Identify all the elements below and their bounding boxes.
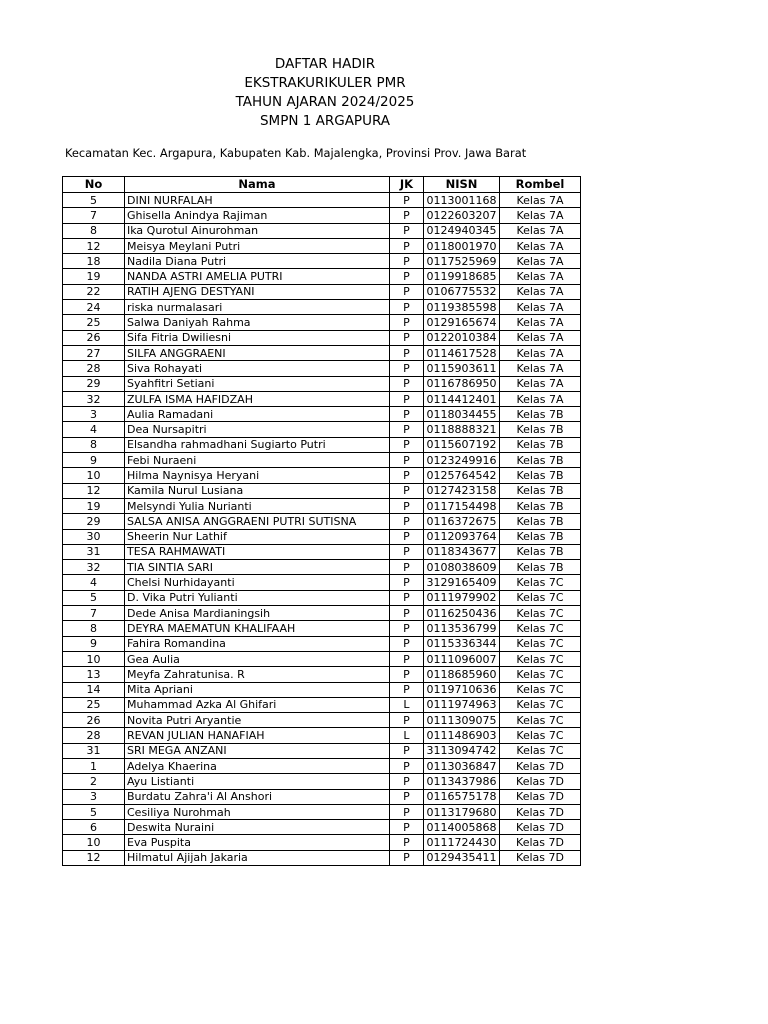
cell-nisn: 0113036847 xyxy=(424,758,500,773)
cell-nama: Hilmatul Ajijah Jakaria xyxy=(125,850,390,865)
cell-jk: P xyxy=(390,560,424,575)
cell-no: 31 xyxy=(63,743,125,758)
table-row xyxy=(63,238,581,253)
cell-nama: Meisya Meylani Putri xyxy=(125,238,390,253)
cell-rombel: Kelas 7A xyxy=(500,223,581,238)
cell-no: 24 xyxy=(63,300,125,315)
table-row xyxy=(63,422,581,437)
cell-nisn: 3113094742 xyxy=(424,743,500,758)
cell-nama: Ghisella Anindya Rajiman xyxy=(125,208,390,223)
cell-nama: DINI NURFALAH xyxy=(125,193,390,208)
cell-jk: P xyxy=(390,850,424,865)
table-row xyxy=(63,575,581,590)
cell-no: 25 xyxy=(63,315,125,330)
table-row xyxy=(63,820,581,835)
cell-nama: SALSA ANISA ANGGRAENI PUTRI SUTISNA xyxy=(125,514,390,529)
table-row xyxy=(63,208,581,223)
cell-rombel: Kelas 7A xyxy=(500,254,581,269)
table-row xyxy=(63,345,581,360)
cell-nisn: 0115903611 xyxy=(424,361,500,376)
cell-no: 30 xyxy=(63,529,125,544)
cell-nama: Eva Puspita xyxy=(125,835,390,850)
cell-nama: SRI MEGA ANZANI xyxy=(125,743,390,758)
cell-jk: P xyxy=(390,422,424,437)
cell-no: 5 xyxy=(63,804,125,819)
cell-no: 12 xyxy=(63,483,125,498)
cell-nama: Melsyndi Yulia Nurianti xyxy=(125,498,390,513)
cell-nisn: 0114412401 xyxy=(424,391,500,406)
cell-no: 6 xyxy=(63,820,125,835)
cell-rombel: Kelas 7A xyxy=(500,330,581,345)
cell-no: 1 xyxy=(63,758,125,773)
table-row xyxy=(63,254,581,269)
cell-jk: P xyxy=(390,667,424,682)
cell-nama: Muhammad Azka Al Ghifari xyxy=(125,697,390,712)
cell-rombel: Kelas 7C xyxy=(500,682,581,697)
cell-nisn: 0117525969 xyxy=(424,254,500,269)
cell-nama: Kamila Nurul Lusiana xyxy=(125,483,390,498)
cell-no: 18 xyxy=(63,254,125,269)
location-line: Kecamatan Kec. Argapura, Kabupaten Kab. Majalengka, Provinsi Prov. Jawa Barat xyxy=(65,146,527,160)
cell-jk: P xyxy=(390,269,424,284)
cell-jk: L xyxy=(390,728,424,743)
cell-nisn: 3129165409 xyxy=(424,575,500,590)
cell-nama: RATIH AJENG DESTYANI xyxy=(125,284,390,299)
cell-nama: Dede Anisa Mardianingsih xyxy=(125,606,390,621)
cell-no: 7 xyxy=(63,208,125,223)
cell-nama: Gea Aulia xyxy=(125,651,390,666)
cell-jk: P xyxy=(390,437,424,452)
table-row xyxy=(63,682,581,697)
cell-no: 19 xyxy=(63,498,125,513)
cell-rombel: Kelas 7C xyxy=(500,697,581,712)
cell-jk: P xyxy=(390,804,424,819)
cell-jk: L xyxy=(390,697,424,712)
cell-jk: P xyxy=(390,621,424,636)
cell-nisn: 0113437986 xyxy=(424,774,500,789)
cell-no: 5 xyxy=(63,193,125,208)
cell-jk: P xyxy=(390,835,424,850)
attendance-table xyxy=(62,176,581,866)
cell-nisn: 0113536799 xyxy=(424,621,500,636)
cell-jk: P xyxy=(390,391,424,406)
cell-rombel: Kelas 7B xyxy=(500,560,581,575)
cell-no: 13 xyxy=(63,667,125,682)
cell-jk: P xyxy=(390,606,424,621)
cell-rombel: Kelas 7A xyxy=(500,391,581,406)
cell-rombel: Kelas 7C xyxy=(500,606,581,621)
cell-nama: Adelya Khaerina xyxy=(125,758,390,773)
table-row xyxy=(63,621,581,636)
cell-nisn: 0114005868 xyxy=(424,820,500,835)
cell-rombel: Kelas 7B xyxy=(500,498,581,513)
table-row xyxy=(63,713,581,728)
cell-no: 9 xyxy=(63,453,125,468)
cell-jk: P xyxy=(390,820,424,835)
cell-jk: P xyxy=(390,590,424,605)
cell-no: 28 xyxy=(63,728,125,743)
cell-rombel: Kelas 7C xyxy=(500,743,581,758)
cell-nisn: 0124940345 xyxy=(424,223,500,238)
cell-rombel: Kelas 7D xyxy=(500,774,581,789)
cell-rombel: Kelas 7A xyxy=(500,238,581,253)
cell-no: 12 xyxy=(63,238,125,253)
cell-no: 8 xyxy=(63,223,125,238)
table-row xyxy=(63,789,581,804)
cell-rombel: Kelas 7B xyxy=(500,453,581,468)
table-row xyxy=(63,391,581,406)
cell-nama: Syahfitri Setiani xyxy=(125,376,390,391)
cell-nisn: 0111974963 xyxy=(424,697,500,712)
cell-rombel: Kelas 7C xyxy=(500,713,581,728)
table-row xyxy=(63,315,581,330)
cell-nama: DEYRA MAEMATUN KHALIFAAH xyxy=(125,621,390,636)
cell-rombel: Kelas 7D xyxy=(500,820,581,835)
table-row xyxy=(63,437,581,452)
cell-no: 8 xyxy=(63,437,125,452)
title-line-3: TAHUN AJARAN 2024/2025 xyxy=(235,94,415,110)
cell-rombel: Kelas 7D xyxy=(500,758,581,773)
cell-nisn: 0129435411 xyxy=(424,850,500,865)
table-row xyxy=(63,483,581,498)
cell-rombel: Kelas 7C xyxy=(500,621,581,636)
cell-jk: P xyxy=(390,636,424,651)
cell-no: 7 xyxy=(63,606,125,621)
cell-nisn: 0115607192 xyxy=(424,437,500,452)
cell-no: 25 xyxy=(63,697,125,712)
cell-jk: P xyxy=(390,529,424,544)
cell-rombel: Kelas 7C xyxy=(500,667,581,682)
cell-nama: Aulia Ramadani xyxy=(125,407,390,422)
cell-rombel: Kelas 7B xyxy=(500,468,581,483)
cell-nisn: 0117154498 xyxy=(424,498,500,513)
cell-no: 31 xyxy=(63,544,125,559)
cell-nama: TESA RAHMAWATI xyxy=(125,544,390,559)
table-row xyxy=(63,758,581,773)
cell-no: 28 xyxy=(63,361,125,376)
table-row xyxy=(63,560,581,575)
cell-nama: Ika Qurotul Ainurohman xyxy=(125,223,390,238)
cell-no: 9 xyxy=(63,636,125,651)
cell-jk: P xyxy=(390,453,424,468)
cell-no: 4 xyxy=(63,422,125,437)
cell-rombel: Kelas 7B xyxy=(500,407,581,422)
cell-rombel: Kelas 7B xyxy=(500,437,581,452)
cell-jk: P xyxy=(390,682,424,697)
cell-jk: P xyxy=(390,361,424,376)
cell-jk: P xyxy=(390,483,424,498)
cell-nisn: 0122010384 xyxy=(424,330,500,345)
cell-nisn: 0118685960 xyxy=(424,667,500,682)
cell-nama: Novita Putri Aryantie xyxy=(125,713,390,728)
cell-no: 5 xyxy=(63,590,125,605)
cell-nisn: 0118034455 xyxy=(424,407,500,422)
cell-nisn: 0118343677 xyxy=(424,544,500,559)
table-row xyxy=(63,804,581,819)
cell-jk: P xyxy=(390,238,424,253)
title-line-4: SMPN 1 ARGAPURA xyxy=(259,113,391,129)
cell-nisn: 0113001168 xyxy=(424,193,500,208)
cell-nisn: 0111486903 xyxy=(424,728,500,743)
cell-no: 19 xyxy=(63,269,125,284)
cell-nisn: 0108038609 xyxy=(424,560,500,575)
table-row xyxy=(63,774,581,789)
table-row xyxy=(63,193,581,208)
cell-jk: P xyxy=(390,789,424,804)
cell-rombel: Kelas 7C xyxy=(500,575,581,590)
cell-nama: Salwa Daniyah Rahma xyxy=(125,315,390,330)
cell-rombel: Kelas 7A xyxy=(500,376,581,391)
table-row xyxy=(63,514,581,529)
cell-no: 29 xyxy=(63,514,125,529)
cell-nisn: 0119918685 xyxy=(424,269,500,284)
cell-jk: P xyxy=(390,330,424,345)
cell-nama: D. Vika Putri Yulianti xyxy=(125,590,390,605)
cell-nisn: 0111724430 xyxy=(424,835,500,850)
cell-jk: P xyxy=(390,254,424,269)
table-row xyxy=(63,651,581,666)
table-row xyxy=(63,743,581,758)
cell-nisn: 0111309075 xyxy=(424,713,500,728)
cell-rombel: Kelas 7D xyxy=(500,835,581,850)
table-row xyxy=(63,376,581,391)
cell-no: 22 xyxy=(63,284,125,299)
cell-rombel: Kelas 7C xyxy=(500,728,581,743)
cell-jk: P xyxy=(390,713,424,728)
cell-nama: Mita Apriani xyxy=(125,682,390,697)
table-header-row xyxy=(63,177,581,193)
cell-nisn: 0114617528 xyxy=(424,345,500,360)
cell-rombel: Kelas 7D xyxy=(500,850,581,865)
cell-rombel: Kelas 7C xyxy=(500,636,581,651)
cell-nisn: 0123249916 xyxy=(424,453,500,468)
cell-nisn: 0115336344 xyxy=(424,636,500,651)
col-header-no: No xyxy=(63,177,125,193)
table-row xyxy=(63,284,581,299)
cell-rombel: Kelas 7B xyxy=(500,529,581,544)
cell-nisn: 0129165674 xyxy=(424,315,500,330)
cell-nama: REVAN JULIAN HANAFIAH xyxy=(125,728,390,743)
cell-no: 3 xyxy=(63,789,125,804)
table-row xyxy=(63,468,581,483)
cell-no: 8 xyxy=(63,621,125,636)
table-row xyxy=(63,850,581,865)
cell-rombel: Kelas 7D xyxy=(500,789,581,804)
table-row xyxy=(63,223,581,238)
table-row xyxy=(63,407,581,422)
cell-nisn: 0119710636 xyxy=(424,682,500,697)
cell-nama: Chelsi Nurhidayanti xyxy=(125,575,390,590)
cell-nama: Sifa Fitria Dwiliesni xyxy=(125,330,390,345)
cell-nisn: 0118001970 xyxy=(424,238,500,253)
table-row xyxy=(63,697,581,712)
cell-nisn: 0118888321 xyxy=(424,422,500,437)
cell-nama: Deswita Nuraini xyxy=(125,820,390,835)
cell-jk: P xyxy=(390,743,424,758)
cell-nama: Fahira Romandina xyxy=(125,636,390,651)
cell-nama: Elsandha rahmadhani Sugiarto Putri xyxy=(125,437,390,452)
table-row xyxy=(63,728,581,743)
table-row xyxy=(63,361,581,376)
cell-nisn: 0116250436 xyxy=(424,606,500,621)
title-line-2: EKSTRAKURIKULER PMR xyxy=(244,75,406,91)
cell-no: 29 xyxy=(63,376,125,391)
cell-nama: SILFA ANGGRAENI xyxy=(125,345,390,360)
cell-rombel: Kelas 7A xyxy=(500,208,581,223)
cell-nama: Cesiliya Nurohmah xyxy=(125,804,390,819)
cell-nisn: 0112093764 xyxy=(424,529,500,544)
cell-nisn: 0116575178 xyxy=(424,789,500,804)
col-header-nisn: NISN xyxy=(424,177,500,193)
cell-nisn: 0111096007 xyxy=(424,651,500,666)
cell-no: 10 xyxy=(63,468,125,483)
cell-jk: P xyxy=(390,774,424,789)
table-row xyxy=(63,544,581,559)
cell-no: 14 xyxy=(63,682,125,697)
cell-nama: ZULFA ISMA HAFIDZAH xyxy=(125,391,390,406)
cell-nama: TIA SINTIA SARI xyxy=(125,560,390,575)
cell-nama: Dea Nursapitri xyxy=(125,422,390,437)
table-row xyxy=(63,835,581,850)
cell-nisn: 0119385598 xyxy=(424,300,500,315)
cell-jk: P xyxy=(390,498,424,513)
cell-rombel: Kelas 7D xyxy=(500,804,581,819)
cell-nama: Hilma Naynisya Heryani xyxy=(125,468,390,483)
cell-nisn: 0122603207 xyxy=(424,208,500,223)
cell-nama: riska nurmalasari xyxy=(125,300,390,315)
cell-no: 27 xyxy=(63,345,125,360)
cell-no: 3 xyxy=(63,407,125,422)
cell-no: 26 xyxy=(63,330,125,345)
cell-nama: Sheerin Nur Lathif xyxy=(125,529,390,544)
cell-jk: P xyxy=(390,468,424,483)
table-row xyxy=(63,330,581,345)
cell-nama: Ayu Listianti xyxy=(125,774,390,789)
cell-rombel: Kelas 7B xyxy=(500,422,581,437)
cell-jk: P xyxy=(390,758,424,773)
cell-nama: Nadila Diana Putri xyxy=(125,254,390,269)
cell-rombel: Kelas 7C xyxy=(500,651,581,666)
cell-nisn: 0125764542 xyxy=(424,468,500,483)
cell-jk: P xyxy=(390,575,424,590)
cell-nisn: 0111979902 xyxy=(424,590,500,605)
col-header-rombel: Rombel xyxy=(500,177,581,193)
cell-nama: Burdatu Zahra'i Al Anshori xyxy=(125,789,390,804)
cell-rombel: Kelas 7A xyxy=(500,315,581,330)
cell-nisn: 0127423158 xyxy=(424,483,500,498)
cell-jk: P xyxy=(390,345,424,360)
cell-jk: P xyxy=(390,208,424,223)
table-row xyxy=(63,636,581,651)
cell-no: 10 xyxy=(63,835,125,850)
table-row xyxy=(63,590,581,605)
cell-jk: P xyxy=(390,315,424,330)
cell-no: 10 xyxy=(63,651,125,666)
cell-nama: Siva Rohayati xyxy=(125,361,390,376)
cell-jk: P xyxy=(390,300,424,315)
table-body xyxy=(63,193,581,866)
cell-no: 32 xyxy=(63,391,125,406)
cell-no: 12 xyxy=(63,850,125,865)
table-row xyxy=(63,498,581,513)
cell-nisn: 0106775532 xyxy=(424,284,500,299)
cell-jk: P xyxy=(390,376,424,391)
cell-rombel: Kelas 7B xyxy=(500,483,581,498)
title-line-1: DAFTAR HADIR xyxy=(274,56,376,72)
cell-no: 32 xyxy=(63,560,125,575)
table-row xyxy=(63,667,581,682)
cell-nama: Meyfa Zahratunisa. R xyxy=(125,667,390,682)
table-row xyxy=(63,606,581,621)
cell-rombel: Kelas 7A xyxy=(500,284,581,299)
cell-jk: P xyxy=(390,651,424,666)
cell-no: 4 xyxy=(63,575,125,590)
document-title xyxy=(180,55,470,131)
cell-jk: P xyxy=(390,223,424,238)
cell-jk: P xyxy=(390,284,424,299)
cell-jk: P xyxy=(390,407,424,422)
cell-rombel: Kelas 7A xyxy=(500,345,581,360)
cell-rombel: Kelas 7B xyxy=(500,544,581,559)
cell-rombel: Kelas 7A xyxy=(500,193,581,208)
cell-jk: P xyxy=(390,193,424,208)
cell-rombel: Kelas 7B xyxy=(500,514,581,529)
table-row xyxy=(63,453,581,468)
table-row xyxy=(63,300,581,315)
col-header-jk: JK xyxy=(390,177,424,193)
cell-nisn: 0113179680 xyxy=(424,804,500,819)
cell-rombel: Kelas 7A xyxy=(500,300,581,315)
cell-no: 2 xyxy=(63,774,125,789)
cell-nisn: 0116372675 xyxy=(424,514,500,529)
table-row xyxy=(63,269,581,284)
table-row xyxy=(63,529,581,544)
cell-rombel: Kelas 7A xyxy=(500,361,581,376)
cell-rombel: Kelas 7A xyxy=(500,269,581,284)
col-header-nama: Nama xyxy=(125,177,390,193)
cell-no: 26 xyxy=(63,713,125,728)
cell-jk: P xyxy=(390,514,424,529)
cell-rombel: Kelas 7C xyxy=(500,590,581,605)
cell-nisn: 0116786950 xyxy=(424,376,500,391)
cell-nama: Febi Nuraeni xyxy=(125,453,390,468)
cell-jk: P xyxy=(390,544,424,559)
cell-nama: NANDA ASTRI AMELIA PUTRI xyxy=(125,269,390,284)
